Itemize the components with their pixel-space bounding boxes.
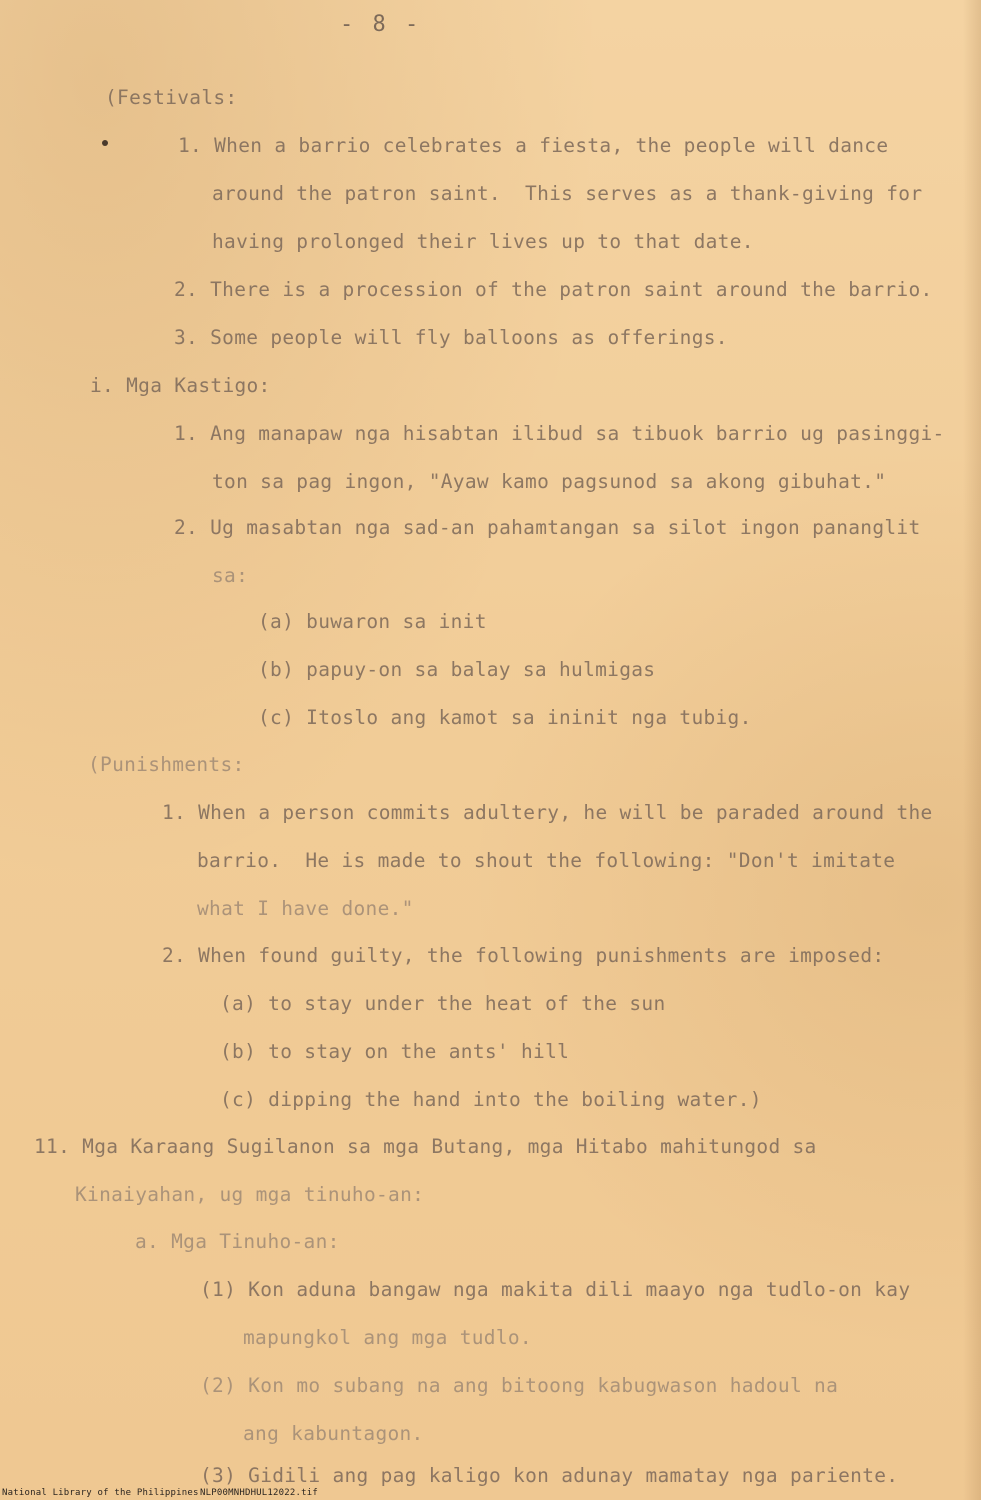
text-line: 2. Ug masabtan nga sad-an pahamtangan sa silot ingon pananglit bbox=[174, 516, 921, 539]
text-line: Kinaiyahan, ug mga tinuho-an: bbox=[75, 1183, 425, 1206]
list-item: (a) buwaron sa init bbox=[258, 610, 487, 633]
section-heading-festivals: (Festivals: bbox=[105, 86, 238, 109]
text-line: mapungkol ang mga tudlo. bbox=[243, 1326, 532, 1349]
text-line: 2. When found guilty, the following punishments are imposed: bbox=[162, 944, 885, 967]
text-line: 1. Ang manapaw nga hisabtan ilibud sa tibuok barrio ug pasinggi- bbox=[174, 422, 945, 445]
list-item: (c) Itoslo ang kamot sa ininit nga tubig. bbox=[258, 706, 752, 729]
section-heading-sugilanon: 11. Mga Karaang Sugilanon sa mga Butang, mga Hitabo mahitungod sa bbox=[34, 1135, 817, 1158]
text-line: what I have done." bbox=[197, 897, 414, 920]
list-item: (b) papuy-on sa balay sa hulmigas bbox=[258, 658, 656, 681]
text-line: having prolonged their lives up to that date. bbox=[212, 230, 754, 253]
footer-source: National Library of the Philippines bbox=[2, 1488, 199, 1498]
list-item: (a) to stay under the heat of the sun bbox=[220, 992, 666, 1015]
section-heading-punishments: (Punishments: bbox=[88, 753, 245, 776]
text-line: 1. When a person commits adultery, he will be paraded around the bbox=[162, 801, 933, 824]
list-item: (2) Kon mo subang na ang bitoong kabugwason hadoul na bbox=[200, 1374, 839, 1397]
margin-mark bbox=[102, 140, 108, 146]
text-line: around the patron saint. This serves as a thank-giving for bbox=[212, 182, 923, 205]
page-edge-shadow bbox=[963, 0, 981, 1500]
list-item: (3) Gidili ang pag kaligo kon adunay mamatay nga pariente. bbox=[200, 1464, 899, 1487]
text-line: ang kabuntagon. bbox=[243, 1422, 424, 1445]
list-item: (b) to stay on the ants' hill bbox=[220, 1040, 570, 1063]
text-line: 1. When a barrio celebrates a fiesta, the people will dance bbox=[178, 134, 889, 157]
text-line: 2. There is a procession of the patron saint around the barrio. bbox=[174, 278, 933, 301]
subsection-heading-tinuhoan: a. Mga Tinuho-an: bbox=[135, 1230, 340, 1253]
text-line: barrio. He is made to shout the following: "Don't imitate bbox=[197, 849, 896, 872]
list-item: (1) Kon aduna bangaw nga makita dili maayo nga tudlo-on kay bbox=[200, 1278, 911, 1301]
section-heading-kastigo: i. Mga Kastigo: bbox=[90, 374, 271, 397]
text-line: ton sa pag ingon, "Ayaw kamo pagsunod sa akong gibuhat." bbox=[212, 470, 887, 493]
text-line: sa: bbox=[212, 564, 249, 587]
text-line: 3. Some people will fly balloons as offerings. bbox=[174, 326, 728, 349]
list-item: (c) dipping the hand into the boiling water.) bbox=[220, 1088, 762, 1111]
footer-filename: NLP00MNHDHUL12022.tif bbox=[200, 1488, 318, 1498]
page-number: - 8 - bbox=[340, 12, 422, 37]
